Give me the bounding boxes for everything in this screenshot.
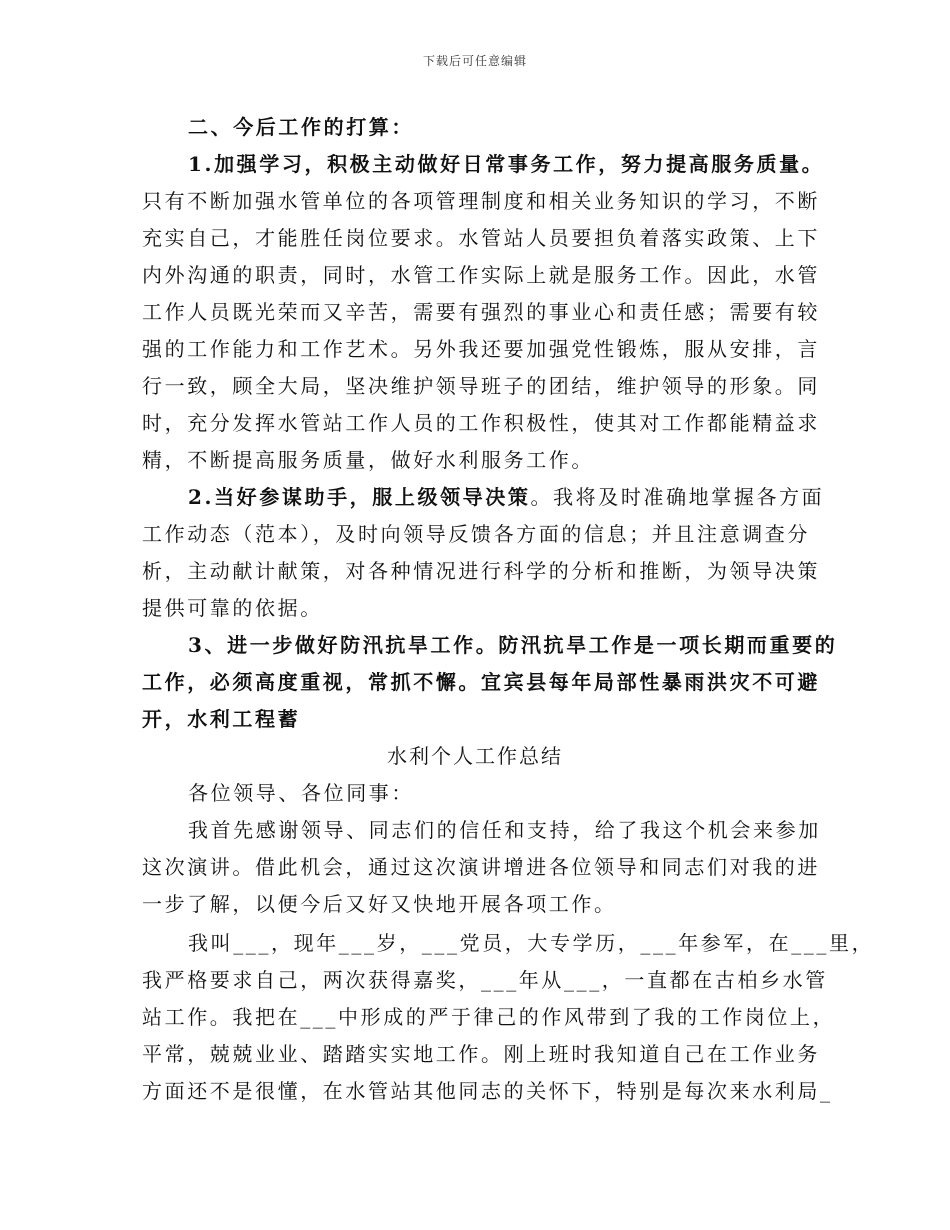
item-3-line: 开，水利工程蓄 <box>142 707 301 731</box>
document-title: 水利个人工作总结 <box>387 744 563 768</box>
paragraph-line: 我叫___，现年___岁，___党员，大专学历，___年参军，在___里， <box>188 931 875 955</box>
header-note: 下载后可任意编辑 <box>422 54 527 68</box>
paragraph-line: 平常，兢兢业业、踏踏实实地工作。刚上班时我知道自己在工作业务 <box>142 1042 820 1066</box>
paragraph-line: 工作人员既光荣而又辛苦，需要有强烈的事业心和责任感；需要有较 <box>142 300 820 324</box>
paragraph-line: 只有不断加强水管单位的各项管理制度和相关业务知识的学习，不断 <box>142 189 820 213</box>
salutation: 各位领导、各位同事： <box>188 781 414 805</box>
paragraph-line: 行一致，顾全大局，坚决维护领导班子的团结，维护领导的形象。同 <box>142 374 820 398</box>
item-2-text: 。我将及时准确地掌握各方面 <box>530 485 825 509</box>
section-heading: 二、今后工作的打算： <box>188 115 414 139</box>
paragraph-line: 这次演讲。借此机会，通过这次演讲增进各位领导和同志们对我的进 <box>142 855 820 879</box>
item-2-heading: 2.当好参谋助手，服上级领导决策 <box>188 485 531 509</box>
paragraph-line: 我首先感谢领导、同志们的信任和支持，给了我这个机会来参加 <box>188 818 821 842</box>
paragraph-line: 充实自己，才能胜任岗位要求。水管站人员要担负着落实政策、上下 <box>142 226 820 250</box>
item-3-heading: 3、进一步做好防汛抗旱工作。防汛抗旱工作是一项长期而重要的 <box>188 633 838 657</box>
paragraph-line: 强的工作能力和工作艺术。另外我还要加强党性锻炼，服从安排，言 <box>142 337 820 361</box>
paragraph-line: 提供可靠的依据。 <box>142 596 323 620</box>
paragraph-line: 工作动态（范本），及时向领导反馈各方面的信息；并且注意调查分 <box>142 522 810 546</box>
paragraph-line: 一步了解，以便今后又好又快地开展各项工作。 <box>142 892 617 916</box>
paragraph-line: 我严格要求自己，两次获得嘉奖，___年从___，一直都在古柏乡水管 <box>142 968 828 992</box>
paragraph-line: 方面还不是很懂，在水管站其他同志的关怀下，特别是每次来水利局_ <box>142 1079 833 1103</box>
item-3-line: 工作，必须高度重视，常抓不懈。宜宾县每年局部性暴雨洪灾不可避 <box>142 670 820 694</box>
paragraph-line: 时，充分发挥水管站工作人员的工作积极性，使其对工作都能精益求 <box>142 411 820 435</box>
item-1-heading: 1.加强学习，积极主动做好日常事务工作，努力提高服务质量。 <box>188 152 825 176</box>
paragraph-line: 精，不断提高服务质量，做好水利服务工作。 <box>142 448 594 472</box>
item-2-line <box>188 483 868 511</box>
paragraph-line: 内外沟通的职责，同时，水管工作实际上就是服务工作。因此，水管 <box>142 263 820 287</box>
paragraph-line: 站工作。我把在___中形成的严于律己的作风带到了我的工作岗位上， <box>142 1005 836 1029</box>
paragraph-line: 析，主动献计献策，对各种情况进行科学的分析和推断，为领导决策 <box>142 559 820 583</box>
